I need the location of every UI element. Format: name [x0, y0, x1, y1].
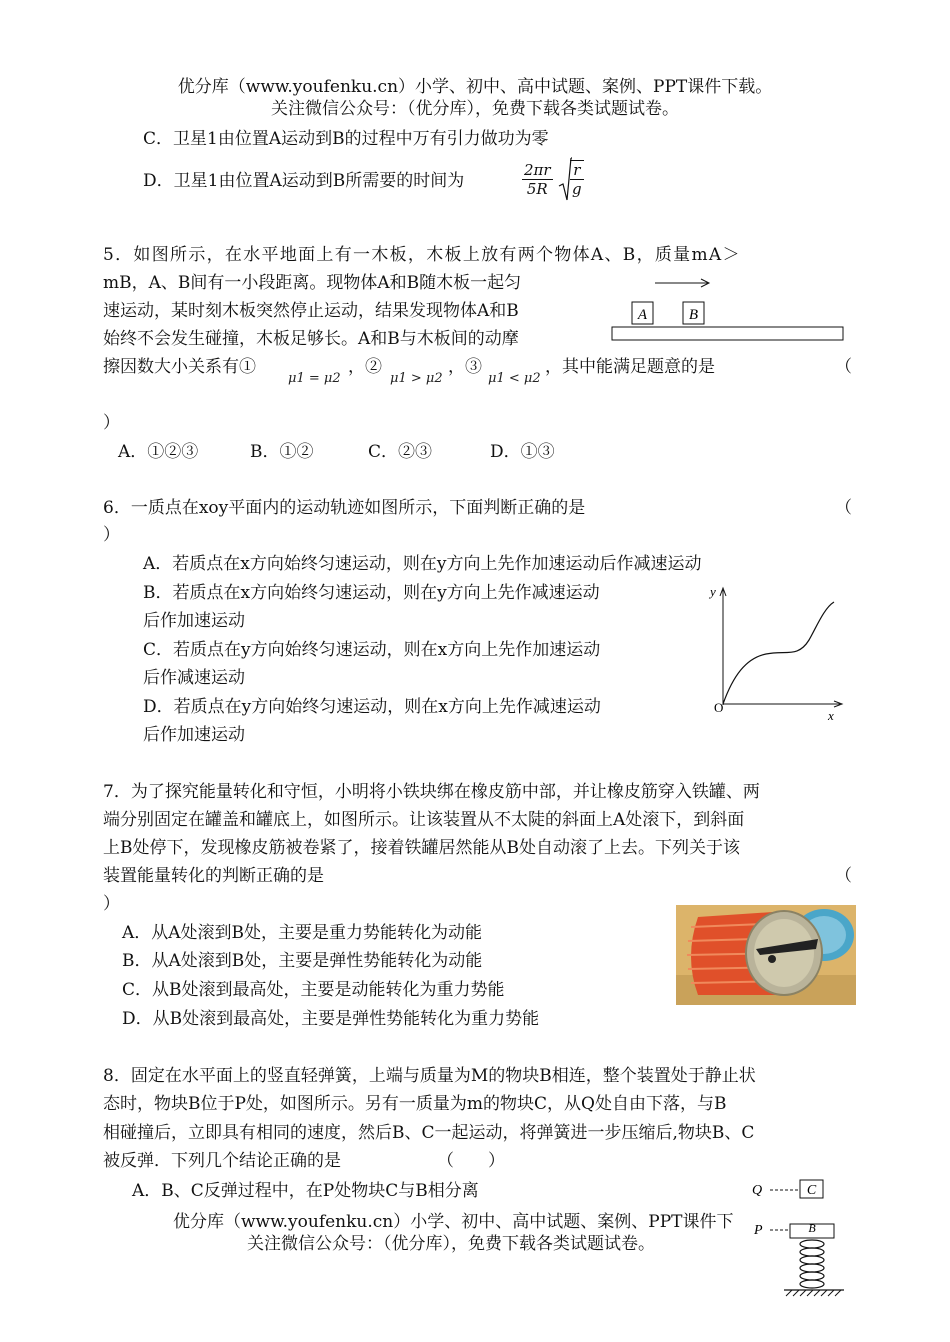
- footer-line-1: 优分库（www.youfenku.cn）小学、初中、高中试题、案例、PPT课件下: [173, 1212, 734, 1232]
- q8-line-1: 8．固定在水平面上的竖直轻弹簧，上端与质量为M的物块B相连，整个装置处于静止状: [103, 1066, 756, 1086]
- q5-line-5b: ，②: [348, 357, 382, 377]
- q5-option-d: D．①③: [490, 442, 555, 462]
- q6-trajectory-figure: [706, 580, 846, 725]
- wooden-board: [612, 327, 843, 340]
- spring-icon: [800, 1240, 824, 1288]
- q4-sqrt-den: g: [571, 180, 582, 198]
- q5-mu-relation-3: μ1 < μ2: [488, 371, 541, 386]
- q5-option-c: C．②③: [368, 442, 433, 462]
- header-line-2: 关注微信公众号：（优分库），免费下载各类试题试卷。: [271, 99, 679, 119]
- x-axis-label: x: [828, 708, 834, 723]
- q6-option-b-1: B．若质点在x方向始终匀速运动，则在y方向上先作减速运动: [143, 583, 600, 603]
- q6-paren-open: （: [835, 498, 852, 518]
- q6-option-d-2: 后作加速运动: [143, 725, 245, 745]
- q-label: Q: [752, 1183, 763, 1198]
- q5-paren-close: ）: [103, 413, 120, 433]
- block-b-label: B: [688, 307, 699, 323]
- q7-option-d: D．从B处滚到最高处，主要是弹性势能转化为重力势能: [122, 1009, 540, 1029]
- q8-paren: （ ）: [437, 1151, 505, 1171]
- q4-fraction: [522, 161, 553, 198]
- origin-label: O: [714, 700, 724, 715]
- trajectory-curve: [723, 602, 834, 704]
- q4-frac-den: 5R: [526, 179, 548, 198]
- q6-option-c-1: C．若质点在y方向始终匀速运动，则在x方向上先作加速运动: [143, 640, 601, 660]
- q6-option-a: A．若质点在x方向始终匀速运动，则在y方向上先作加速运动后作减速运动: [143, 554, 702, 574]
- q5-option-b: B．①②: [250, 442, 314, 462]
- header-line-1: 优分库（www.youfenku.cn）小学、初中、高中试题、案例、PPT课件下载。: [177, 77, 773, 97]
- q6-option-d-1: D．若质点在y方向始终匀速运动，则在x方向上先作减速运动: [143, 697, 601, 717]
- q4-option-d: D．卫星1由位置A运动到B所需要的时间为: [143, 171, 465, 191]
- block-b-label: B: [808, 1221, 816, 1235]
- q5-line-3: 速运动，某时刻木板突然停止运动，结果发现物体A和B: [103, 301, 519, 321]
- q5-paren-open: （: [835, 357, 852, 377]
- q7-paren-open: （: [835, 866, 852, 886]
- q7-can-photo: [676, 905, 856, 1005]
- q7-line-2: 端分别固定在罐盖和罐底上，如图所示。让该装置从不太陡的斜面上A处滚下，到斜面: [103, 810, 745, 830]
- q5-mu-relation-2: μ1 > μ2: [390, 371, 443, 386]
- ground-hatch: [786, 1290, 841, 1296]
- q5-line-4: 始终不会发生碰撞，木板足够长。A和B与木板间的动摩: [103, 329, 519, 349]
- block-c-label: C: [806, 1183, 817, 1198]
- q7-line-3: 上B处停下，发现橡皮筋被卷紧了，接着铁罐居然能从B处自动滚了上去。下列关于该: [103, 838, 740, 858]
- block-a-label: A: [637, 307, 648, 323]
- q7-option-c: C．从B处滚到最高处，主要是动能转化为重力势能: [122, 980, 505, 1000]
- q7-line-1: 7．为了探究能量转化和守恒，小明将小铁块绑在橡皮筋中部，并让橡皮筋穿入铁罐、两: [103, 782, 760, 802]
- q5-line-5a: 擦因数大小关系有①: [103, 357, 256, 377]
- q8-line-3: 相碰撞后，立即具有相同的速度，然后B、C一起运动，将弹簧进一步压缩后,物块B、C: [103, 1123, 755, 1143]
- q5-mu-relation-1: μ1 = μ2: [288, 371, 341, 386]
- q4-frac-num: 2πr: [524, 160, 551, 179]
- q8-spring-figure: [748, 1176, 848, 1298]
- q7-paren-close: ）: [103, 894, 120, 914]
- q4-option-c: C．卫星1由位置A运动到B的过程中万有引力做功为零: [143, 129, 549, 149]
- q6-option-c-2: 后作减速运动: [143, 668, 245, 688]
- q5-line-5c: ，③: [448, 357, 482, 377]
- q7-option-a: A．从A处滚到B处，主要是重力势能转化为动能: [122, 923, 483, 943]
- q5-line-5d: ，其中能满足题意的是: [545, 357, 715, 377]
- q5-option-a: A．①②③: [118, 442, 199, 462]
- y-axis-label: y: [710, 584, 716, 599]
- q5-line-1: 5．如图所示，在水平地面上有一木板，木板上放有两个物体A、B，质量mA＞: [103, 245, 741, 265]
- q8-line-2: 态时，物块B位于P处，如图所示。另有一质量为m的物块C，从Q处自由下落，与B: [103, 1094, 727, 1114]
- q8-option-a: A．B、C反弹过程中，在P处物块C与B相分离: [132, 1181, 479, 1201]
- q8-line-4: 被反弹．下列几个结论正确的是: [103, 1151, 341, 1171]
- rubber-band-knot: [768, 955, 776, 963]
- q4-sqrt-num: r: [570, 161, 584, 180]
- q4-sqrt-fraction: [570, 160, 584, 198]
- q5-board-figure: [605, 272, 850, 347]
- q4-formula: [522, 156, 584, 202]
- footer-line-2: 关注微信公众号：（优分库），免费下载各类试题试卷。: [247, 1234, 655, 1254]
- q7-option-b: B．从A处滚到B处，主要是弹性势能转化为动能: [122, 951, 483, 971]
- p-label: P: [754, 1223, 763, 1238]
- q7-line-4: 装置能量转化的判断正确的是: [103, 866, 324, 886]
- q5-line-2: mB，A、B间有一小段距离。现物体A和B随木板一起匀: [103, 273, 522, 293]
- q6-paren-close: ）: [103, 525, 120, 545]
- q6-stem: 6．一质点在xoy平面内的运动轨迹如图所示，下面判断正确的是: [103, 498, 586, 518]
- q6-option-b-2: 后作加速运动: [143, 611, 245, 631]
